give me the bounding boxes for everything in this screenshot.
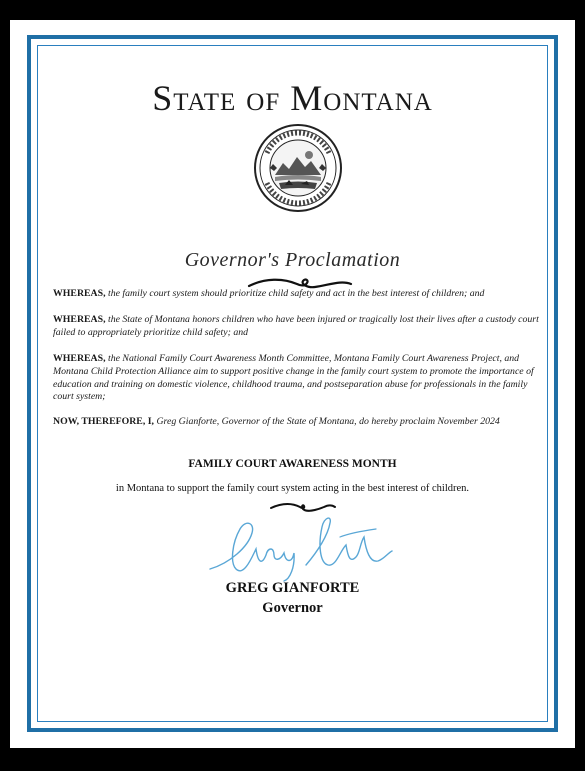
paragraph-text: the family court system should prioritize child safety and act in the best interest of children; and	[105, 288, 485, 299]
proclaimed-month-title: FAMILY COURT AWARENESS MONTH	[188, 458, 397, 470]
now-therefore-paragraph	[53, 416, 545, 429]
governor-signature	[200, 507, 400, 587]
whereas-paragraph-1	[53, 288, 545, 301]
proclaimed-month-text: in Montana to support the family court system acting in the best interest of children.	[115, 483, 470, 494]
paragraph-text: Greg Gianforte, Governor of the State of Montana, do hereby proclaim November 2024	[154, 416, 500, 427]
page-title: State of Montana	[152, 78, 433, 118]
proclamation-sheet	[10, 20, 575, 748]
governor-title: Governor	[262, 600, 323, 616]
paragraph-text: the National Family Court Awareness Month Committee, Montana Family Court Awareness Project, and Montana Child Protection Alliance aim to support positive change in the family court system to promote the importance of education and training on domestic violence, childhood trauma, and postseparation abuse for professionals in the family court system;	[53, 353, 534, 403]
paragraph-lead: WHEREAS,	[53, 288, 106, 299]
whereas-paragraph-2	[53, 314, 545, 340]
state-seal-icon	[253, 123, 343, 213]
whereas-paragraph-3	[53, 353, 545, 404]
paragraph-lead: NOW, THEREFORE, I,	[53, 416, 154, 427]
paragraph-text: the State of Montana honors children who have been injured or tragically lost their lives after a custody court failed to appropriately prioritize child safety; and	[53, 314, 539, 338]
governor-name: GREG GIANFORTE	[225, 580, 360, 596]
paragraph-lead: WHEREAS,	[53, 314, 106, 325]
proclamation-subtitle: Governor's Proclamation	[184, 249, 401, 271]
paragraph-lead: WHEREAS,	[53, 353, 106, 364]
